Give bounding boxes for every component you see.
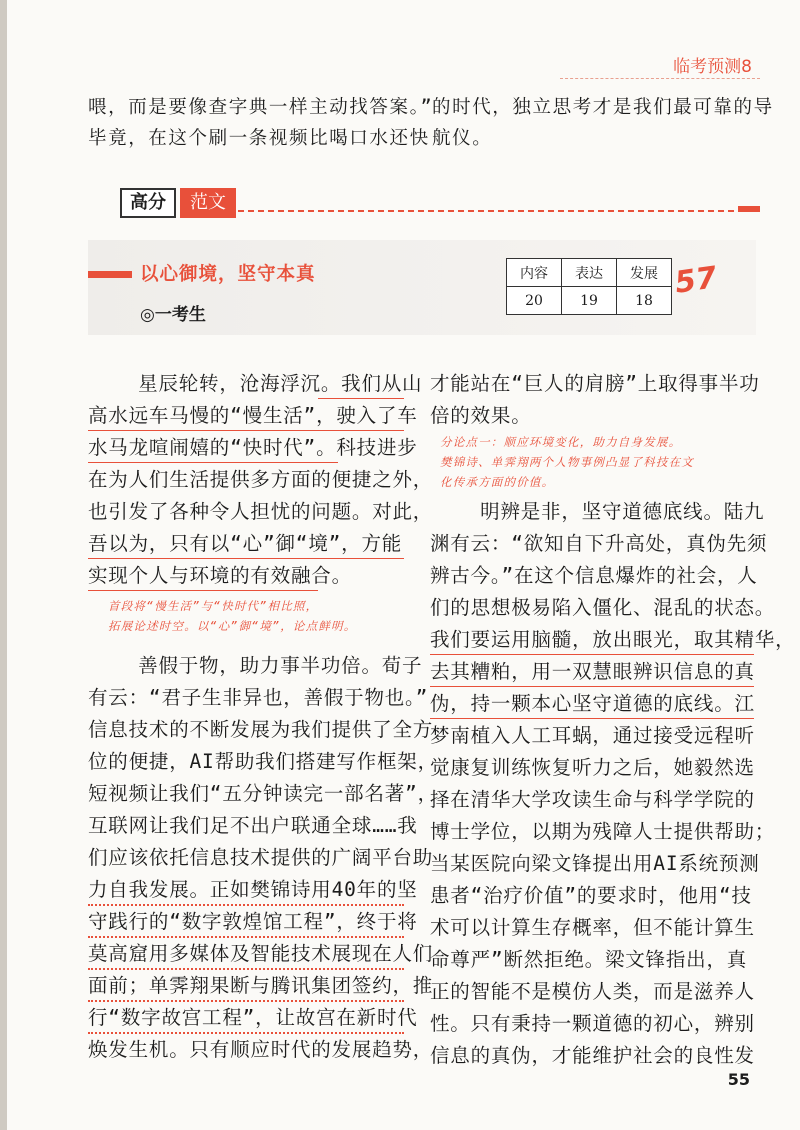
underline-mark	[88, 590, 318, 591]
underline-mark	[430, 718, 754, 719]
header-tag: 临考预测8	[673, 57, 752, 77]
underline-mark	[88, 1000, 404, 1002]
underline-mark	[88, 936, 404, 938]
essay-title: 以心御境，坚守本真	[140, 264, 316, 285]
underline-mark	[88, 968, 404, 970]
section-dashed-line	[238, 210, 734, 212]
underline-mark	[430, 686, 754, 687]
underline-mark	[88, 558, 404, 559]
section-heading	[120, 188, 760, 218]
page-number: 55	[727, 1070, 750, 1089]
underline-mark	[88, 462, 338, 463]
top-text-left: 喂，而是要像查字典一样主动找答案。” 毕竟，在这个刷一条视频比喝口水还快	[88, 97, 434, 149]
top-text-right: 的时代，独立思考才是我们最可靠的导 航仪。	[432, 97, 774, 149]
essay-right-paragraph-1: 才能站在“巨人的肩膀”上取得事半功 倍的效果。	[430, 372, 760, 427]
essay-left-paragraph-1: 星辰轮转，沧海浮沉。我们从山 高水远车马慢的“慢生活”，驶入了车 水马龙喧闹嬉的“快时代”。科技进步 在为人们生活提供多方面的便捷之外， 也引发了各种令人担忧的问题。对此， 吾以为，只有以“心”御“境”，方能 实现个人与环境的有效融合。	[88, 372, 434, 587]
title-accent-bar	[88, 271, 132, 278]
underline-mark	[318, 398, 404, 399]
essay-author: ◎一考生	[140, 305, 206, 325]
underline-mark	[88, 430, 404, 431]
page-binding-edge	[0, 0, 7, 1130]
score-header-content: 内容	[507, 259, 562, 287]
score-value-expression: 19	[562, 287, 617, 315]
score-total-handwritten: 57	[672, 260, 719, 301]
score-header-expression: 表达	[562, 259, 617, 287]
margin-note-2: 分论点一：顺应环境变化，助力自身发展。 樊锦诗、单霁翔两个人物事例凸显了科技在文 化传承方面的价值。	[440, 435, 694, 489]
score-value-content: 20	[507, 287, 562, 315]
essay-right-paragraph-2: 明辨是非，坚守道德底线。陆九 渊有云：“欲知自下升高处，真伪先须 辨古今。”在这个信息爆炸的社会，人 们的思想极易陷入僵化、混乱的状态。 我们要运用脑髓，放出眼光，取其精华， 去其糟粕，用一双慧眼辨识信息的真 伪，持一颗本心坚守道德的底线。江 梦南植入人工耳蜗，通过接受远程听 觉康复训练恢复听力之后，她毅然选 择在清华大学攻读生命与科学学院的 博士学位，以期为残障人士提供帮助； 当某医院向梁文锋提出用AI系统预测 患者“治疗价值”的要求时，他用“技 术可以计算生存概率，但不能计算生 命尊严”断然拒绝。梁文锋指出，真 正的智能不是模仿人类，而是滋养人 性。只有秉持一颗道德的初心，辨别 信息的真伪，才能维护社会的良性发	[430, 500, 796, 1067]
header-divider	[560, 78, 760, 80]
score-header-development: 发展	[617, 259, 672, 287]
underline-mark	[88, 1032, 404, 1034]
score-value-development: 18	[617, 287, 672, 315]
underline-mark	[430, 654, 754, 655]
score-table	[506, 258, 672, 315]
essay-left-paragraph-2: 善假于物，助力事半功倍。荀子 有云：“君子生非异也，善假于物也。” 信息技术的不断发展为我们提供了全方 位的便捷，AI帮助我们搭建写作框架， 短视频让我们“五分钟读完一部名著”， 互联网让我们足不出户联通全球……我 们应该依托信息技术提供的广阔平台助 力自我发展。正如樊锦诗用40年的坚 守践行的“数字敦煌馆工程”，终于将 莫高窟用多媒体及智能技术展现在人们 面前；单霁翔果断与腾讯集团签约，推 行“数字故宫工程”，让故宫在新时代 焕发生机。只有顺应时代的发展趋势，	[88, 654, 438, 1061]
margin-note-1: 首段将“慢生活”与“快时代”相比照， 拓展论述时空。以“心”御“境”，论点鲜明。	[108, 599, 357, 633]
section-end-mark	[738, 206, 760, 212]
underline-mark	[88, 904, 404, 906]
section-label-b: 范文	[180, 188, 236, 218]
section-label-a: 高分	[120, 188, 176, 218]
